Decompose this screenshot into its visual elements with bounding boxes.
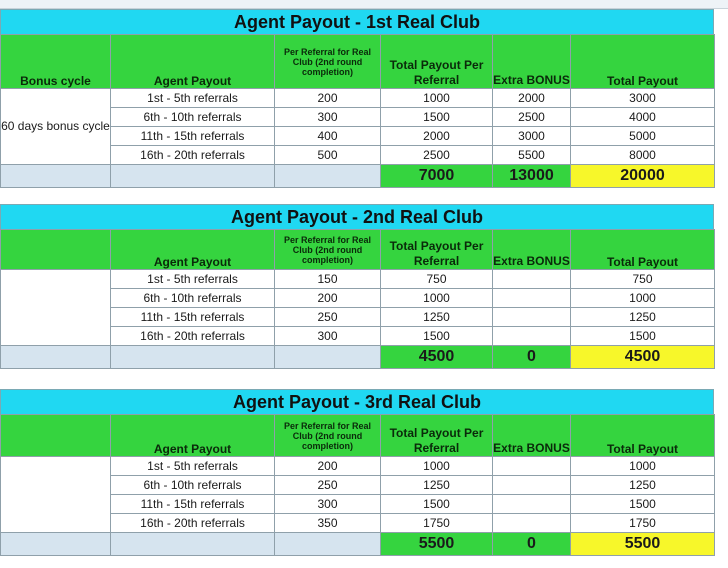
- cycle-cell-empty[interactable]: [1, 457, 111, 533]
- total-per-referral-cell[interactable]: 1500: [381, 108, 493, 127]
- table-row: [1, 89, 715, 108]
- sum-extra-bonus[interactable]: 13000: [493, 165, 571, 188]
- total-per-referral-cell[interactable]: 1250: [381, 308, 493, 327]
- sum-total-payout[interactable]: 5500: [571, 533, 715, 556]
- total-payout-cell[interactable]: 750: [571, 270, 715, 289]
- tier-cell[interactable]: 6th - 10th referrals: [111, 476, 275, 495]
- header-total-payout[interactable]: Total Payout: [571, 230, 715, 270]
- empty-cell[interactable]: [1, 533, 111, 556]
- sum-extra-bonus[interactable]: 0: [493, 346, 571, 369]
- sum-total-per-referral[interactable]: 4500: [381, 346, 493, 369]
- tier-cell[interactable]: 6th - 10th referrals: [111, 289, 275, 308]
- header-extra-bonus[interactable]: Extra BONUS: [493, 415, 571, 457]
- empty-cell[interactable]: [275, 533, 381, 556]
- sum-row: [1, 533, 715, 556]
- empty-cell[interactable]: [1, 346, 111, 369]
- tier-cell[interactable]: 1st - 5th referrals: [111, 457, 275, 476]
- per-referral-cell[interactable]: 500: [275, 146, 381, 165]
- total-payout-cell[interactable]: 3000: [571, 89, 715, 108]
- sum-row: [1, 346, 715, 369]
- payout-grid: [0, 34, 715, 188]
- total-per-referral-cell[interactable]: 1000: [381, 457, 493, 476]
- header-total-payout[interactable]: Total Payout: [571, 35, 715, 89]
- extra-bonus-cell[interactable]: [493, 308, 571, 327]
- payout-grid: [0, 229, 715, 369]
- total-per-referral-cell[interactable]: 1250: [381, 476, 493, 495]
- total-payout-cell[interactable]: 1000: [571, 457, 715, 476]
- sum-total-payout[interactable]: 4500: [571, 346, 715, 369]
- per-referral-cell[interactable]: 200: [275, 289, 381, 308]
- total-per-referral-cell[interactable]: 1000: [381, 289, 493, 308]
- total-payout-cell[interactable]: 1500: [571, 327, 715, 346]
- sheet-top-edge: [0, 0, 728, 9]
- per-referral-cell[interactable]: 200: [275, 89, 381, 108]
- tier-cell[interactable]: 1st - 5th referrals: [111, 89, 275, 108]
- empty-cell[interactable]: [111, 533, 275, 556]
- total-payout-cell[interactable]: 1000: [571, 289, 715, 308]
- header-total-per-referral[interactable]: Total Payout Per Referral: [381, 415, 493, 457]
- total-payout-cell[interactable]: 1250: [571, 476, 715, 495]
- table-row: [1, 270, 715, 289]
- header-agent-payout[interactable]: Agent Payout: [111, 230, 275, 270]
- extra-bonus-cell[interactable]: 2500: [493, 108, 571, 127]
- per-referral-cell[interactable]: 250: [275, 308, 381, 327]
- total-payout-cell[interactable]: 4000: [571, 108, 715, 127]
- extra-bonus-cell[interactable]: [493, 495, 571, 514]
- total-per-referral-cell[interactable]: 2500: [381, 146, 493, 165]
- extra-bonus-cell[interactable]: 3000: [493, 127, 571, 146]
- cycle-cell[interactable]: 60 days bonus cycle: [1, 89, 111, 165]
- tier-cell[interactable]: 11th - 15th referrals: [111, 495, 275, 514]
- per-referral-cell[interactable]: 400: [275, 127, 381, 146]
- table-title: Agent Payout - 2nd Real Club: [0, 204, 714, 229]
- total-payout-cell[interactable]: 1250: [571, 308, 715, 327]
- tier-cell[interactable]: 16th - 20th referrals: [111, 327, 275, 346]
- tier-cell[interactable]: 11th - 15th referrals: [111, 127, 275, 146]
- sum-total-per-referral[interactable]: 5500: [381, 533, 493, 556]
- sum-total-per-referral[interactable]: 7000: [381, 165, 493, 188]
- header-blank[interactable]: [1, 415, 111, 457]
- header-blank[interactable]: [1, 230, 111, 270]
- empty-cell[interactable]: [111, 346, 275, 369]
- payout-table-1st-club: [0, 9, 714, 188]
- extra-bonus-cell[interactable]: [493, 514, 571, 533]
- per-referral-cell[interactable]: 300: [275, 327, 381, 346]
- per-referral-cell[interactable]: 150: [275, 270, 381, 289]
- sum-extra-bonus[interactable]: 0: [493, 533, 571, 556]
- table-title: Agent Payout - 3rd Real Club: [0, 389, 714, 414]
- header-bonus-cycle[interactable]: Bonus cycle: [1, 35, 111, 89]
- header-total-payout[interactable]: Total Payout: [571, 415, 715, 457]
- sum-total-payout[interactable]: 20000: [571, 165, 715, 188]
- total-payout-cell[interactable]: 5000: [571, 127, 715, 146]
- header-per-referral[interactable]: Per Referral for Real Club (2nd round completion): [275, 35, 381, 89]
- extra-bonus-cell[interactable]: [493, 327, 571, 346]
- total-per-referral-cell[interactable]: 1500: [381, 495, 493, 514]
- extra-bonus-cell[interactable]: [493, 476, 571, 495]
- total-per-referral-cell[interactable]: 2000: [381, 127, 493, 146]
- per-referral-cell[interactable]: 300: [275, 495, 381, 514]
- table-row: [1, 457, 715, 476]
- total-payout-cell[interactable]: 8000: [571, 146, 715, 165]
- extra-bonus-cell[interactable]: [493, 457, 571, 476]
- header-agent-payout[interactable]: Agent Payout: [111, 35, 275, 89]
- payout-table-3rd-club: [0, 389, 714, 556]
- header-per-referral[interactable]: Per Referral for Real Club (2nd round completion): [275, 415, 381, 457]
- total-per-referral-cell[interactable]: 750: [381, 270, 493, 289]
- header-extra-bonus[interactable]: Extra BONUS: [493, 35, 571, 89]
- payout-grid: [0, 414, 715, 556]
- empty-cell[interactable]: [275, 346, 381, 369]
- payout-table-2nd-club: [0, 204, 714, 369]
- empty-cell[interactable]: [275, 165, 381, 188]
- header-extra-bonus[interactable]: Extra BONUS: [493, 230, 571, 270]
- table-title: Agent Payout - 1st Real Club: [0, 9, 714, 34]
- extra-bonus-cell[interactable]: [493, 289, 571, 308]
- extra-bonus-cell[interactable]: 2000: [493, 89, 571, 108]
- tier-cell[interactable]: 6th - 10th referrals: [111, 108, 275, 127]
- tier-cell[interactable]: 11th - 15th referrals: [111, 308, 275, 327]
- total-payout-cell[interactable]: 1500: [571, 495, 715, 514]
- per-referral-cell[interactable]: 300: [275, 108, 381, 127]
- per-referral-cell[interactable]: 200: [275, 457, 381, 476]
- header-per-referral[interactable]: Per Referral for Real Club (2nd round completion): [275, 230, 381, 270]
- total-payout-cell[interactable]: 1750: [571, 514, 715, 533]
- extra-bonus-cell[interactable]: [493, 270, 571, 289]
- sum-row: [1, 165, 715, 188]
- total-per-referral-cell[interactable]: 1750: [381, 514, 493, 533]
- extra-bonus-cell[interactable]: 5500: [493, 146, 571, 165]
- empty-cell[interactable]: [111, 165, 275, 188]
- total-per-referral-cell[interactable]: 1500: [381, 327, 493, 346]
- total-per-referral-cell[interactable]: 1000: [381, 89, 493, 108]
- per-referral-cell[interactable]: 250: [275, 476, 381, 495]
- tier-cell[interactable]: 16th - 20th referrals: [111, 146, 275, 165]
- empty-cell[interactable]: [1, 165, 111, 188]
- cycle-cell-empty[interactable]: [1, 270, 111, 346]
- header-total-per-referral[interactable]: Total Payout Per Referral: [381, 35, 493, 89]
- tier-cell[interactable]: 16th - 20th referrals: [111, 514, 275, 533]
- header-total-per-referral[interactable]: Total Payout Per Referral: [381, 230, 493, 270]
- header-agent-payout[interactable]: Agent Payout: [111, 415, 275, 457]
- per-referral-cell[interactable]: 350: [275, 514, 381, 533]
- tier-cell[interactable]: 1st - 5th referrals: [111, 270, 275, 289]
